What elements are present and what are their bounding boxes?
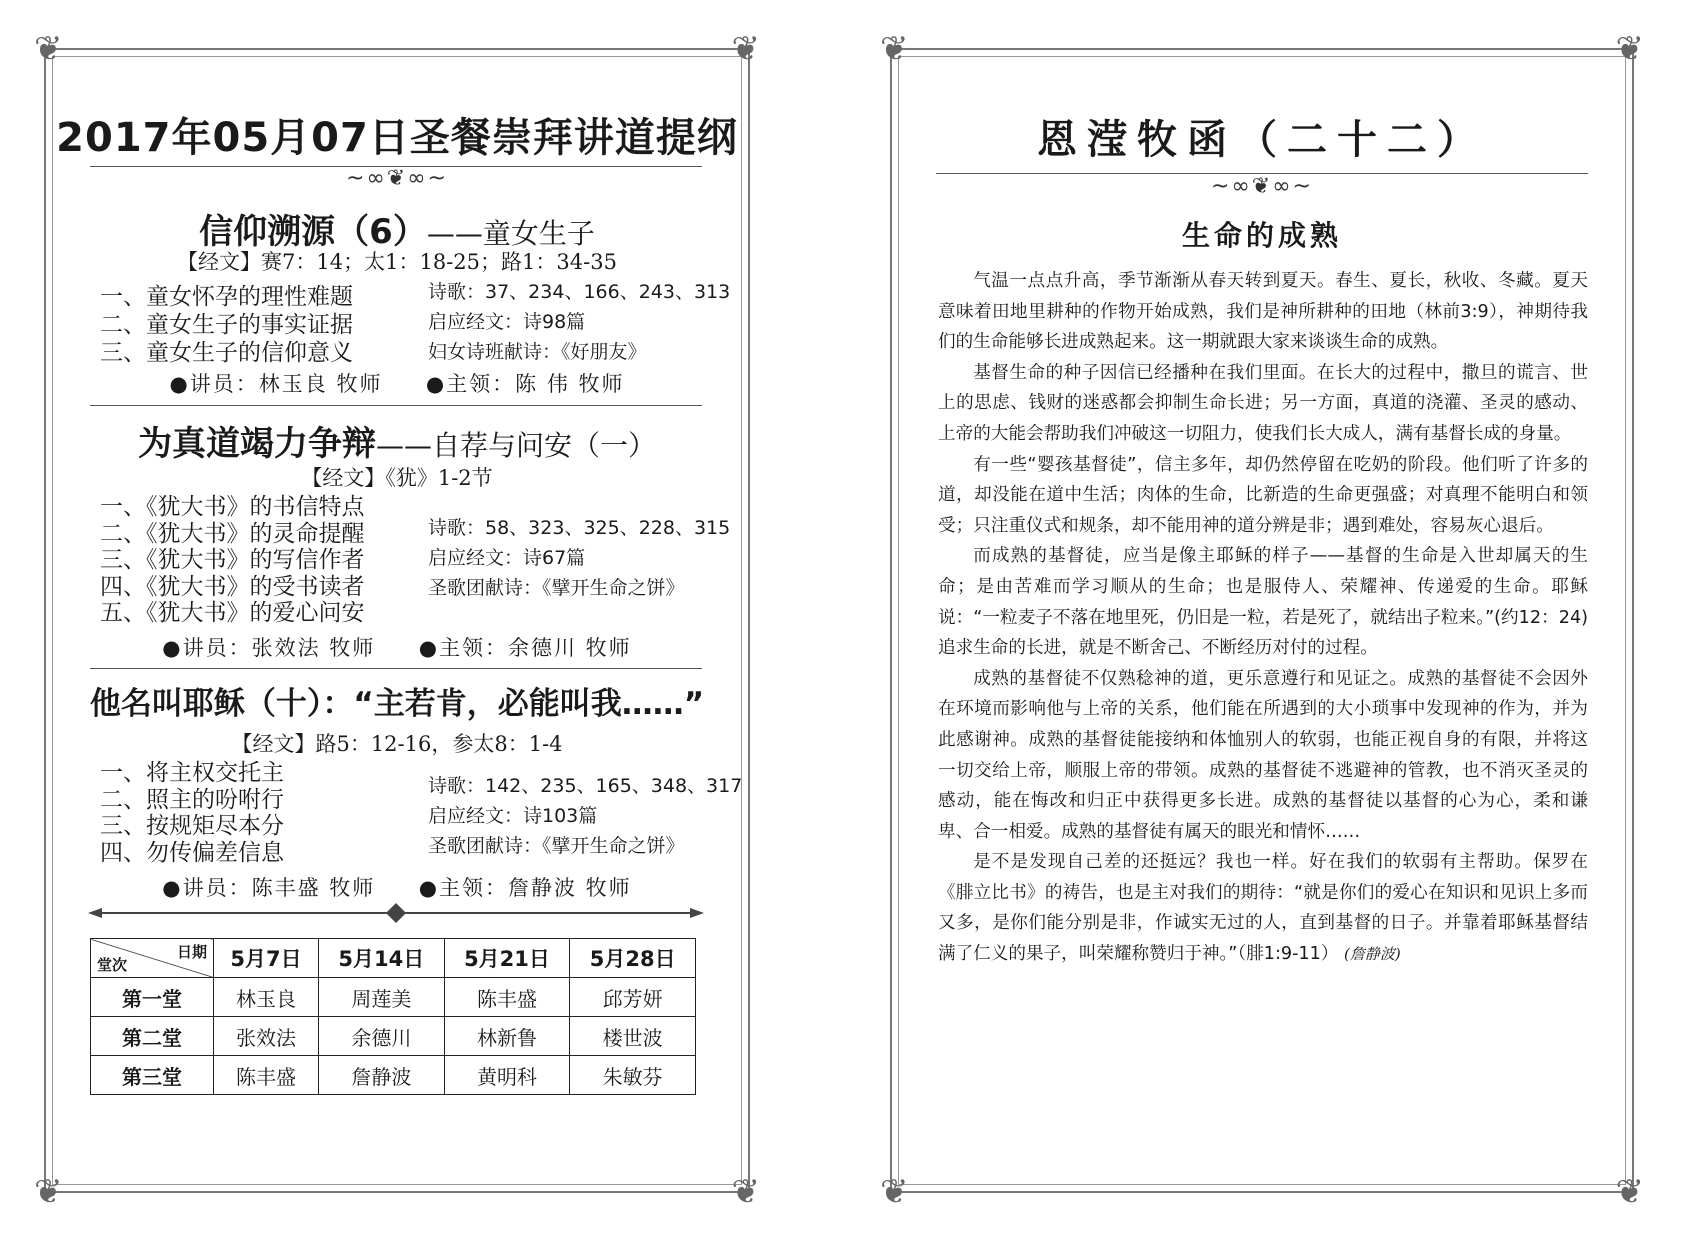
corner-ornament-icon: ❦ <box>731 1172 760 1212</box>
hymns: 诗歌：37、234、166、243、313 <box>428 281 731 303</box>
table-corner-cell: 日期 堂次 <box>91 939 214 978</box>
table-row <box>91 978 696 1017</box>
choir-offering: 圣歌团献诗：《擘开生命之饼》 <box>428 835 685 857</box>
corner-ornament-icon: ❦ <box>34 29 63 69</box>
table-header-row <box>91 939 696 978</box>
date-header: 5月21日 <box>444 939 570 978</box>
paragraph: 气温一点点升高，季节渐渐从春天转到夏天。春生、夏长，秋收、冬藏。夏天意味着田地里耕种的作物开始成熟，我们是神所耕种的田地（林前3:9），神期待我们的生命能够长进成熟起来。这一期就跟大家来谈谈生命的成熟。 <box>938 271 1588 353</box>
leader: ●主领：詹静波 牧师 <box>418 876 632 900</box>
table-cell: 林玉良 <box>214 978 319 1017</box>
speaker: ●讲员：陈丰盛 牧师 <box>162 876 376 900</box>
service-info <box>428 277 730 367</box>
right-panel <box>880 29 1644 1212</box>
table-cell: 陈丰盛 <box>214 1056 319 1095</box>
speaker: ●讲员：张效法 牧师 <box>162 636 376 660</box>
leader: ●主领：余德川 牧师 <box>418 636 632 660</box>
choir-offering: 妇女诗班献诗：《好朋友》 <box>428 341 647 363</box>
hymns: 诗歌：142、235、165、348、317 <box>428 775 743 797</box>
date-header: 5月14日 <box>319 939 445 978</box>
paragraph: 而成熟的基督徒，应当是像主耶稣的样子——基督的生命是入世却属天的生命；是由苦难而学习顺从的生命；也是服侍人、荣耀神、传递爱的生命。耶稣说：“一粒麦子不落在地里死，仍旧是一粒，若是死了，就结出子粒来。”(约12：24)追求生命的长进，就是不断舍己、不断经历对付的过程。 <box>938 546 1588 659</box>
leader: ●主领：陈 伟 牧师 <box>425 372 625 396</box>
article-body <box>938 266 1588 970</box>
table-cell: 周莲美 <box>319 978 445 1017</box>
date-header: 5月7日 <box>214 939 319 978</box>
corner-ornament-icon: ❦ <box>731 29 760 69</box>
list-item: 三、童女生子的信仰意义 <box>100 340 353 366</box>
left-panel <box>34 29 760 1212</box>
paragraph: 基督生命的种子因信已经播种在我们里面。在长大的过程中，撒旦的谎言、世上的思虑、钱财的迷惑都会抑制生命长进；另一方面，真道的浇灌、圣灵的感动、上帝的大能会帮助我们冲破这一切阻力，使我们长大成人，满有基督长成的身量。 <box>938 362 1588 444</box>
corner-ornament-icon: ❦ <box>34 1172 63 1212</box>
page-title: 2017年05月07日圣餐崇拜讲道提纲 <box>56 115 738 161</box>
list-item: 三、按规矩尽本分 <box>100 813 284 839</box>
corner-ornament-icon: ❦ <box>880 1172 909 1212</box>
sermon-title: 信仰溯源（6）——童女生子 <box>199 212 595 252</box>
flourish-ornament-icon: ~∞❦∞~ <box>346 166 448 191</box>
corner-ornament-icon: ❦ <box>1615 1172 1644 1212</box>
session-label: 第二堂 <box>91 1017 214 1056</box>
session-label: 第三堂 <box>91 1056 214 1095</box>
divider <box>90 405 702 406</box>
divider <box>90 668 702 669</box>
table-cell: 邱芳妍 <box>570 978 696 1017</box>
paragraph: 成熟的基督徒不仅熟稔神的道，更乐意遵行和见证之。成熟的基督徒不会因外在环境而影响他与上帝的关系，他们能在所遇到的大小琐事中发现神的作为，并为此感谢神。成熟的基督徒能接纳和体恤别人的软弱，也能正视自身的有限，并将这一切交给上帝，顺服上帝的带领。成熟的基督徒不逃避神的管教，也不消灭圣灵的感动，能在悔改和归正中获得更多长进。成熟的基督徒以基督的心为心，柔和谦卑、合一相爱。成熟的基督徒有属天的眼光和情怀…… <box>938 668 1588 842</box>
scripture-reference: 【经文】《犹》1-2节 <box>301 466 493 490</box>
sermon-title: 为真道竭力争辩——自荐与问安（一） <box>137 424 656 464</box>
date-header: 5月28日 <box>570 939 696 978</box>
list-item: 四、勿传偏差信息 <box>100 839 284 866</box>
hymns: 诗歌：58、323、325、228、315 <box>428 517 731 539</box>
list-item: 一、将主权交托主 <box>100 760 284 786</box>
table-cell: 张效法 <box>214 1017 319 1056</box>
table-cell: 朱敏芬 <box>570 1056 696 1095</box>
author-signature: (詹静波) <box>1344 945 1401 964</box>
flourish-ornament-icon: ~∞❦∞~ <box>1211 174 1313 199</box>
table-cell: 陈丰盛 <box>444 978 570 1017</box>
list-item: 五、《犹大书》的爱心问安 <box>100 600 365 626</box>
paragraph: 有一些“婴孩基督徒”，信主多年，却仍然停留在吃奶的阶段。他们听了许多的道，却没能在道中生活；肉体的生命，比新造的生命更强盛；对真理不能明白和领受；只注重仪式和规条，却不能用神的道分辨是非；遇到难处，容易灰心退后。 <box>938 454 1588 536</box>
list-item: 二、照主的吩咐行 <box>100 786 284 813</box>
responsive-reading: 启应经文：诗98篇 <box>428 311 586 333</box>
speaker: ●讲员：林玉良 牧师 <box>169 372 383 396</box>
table-row <box>91 1017 696 1056</box>
responsive-reading: 启应经文：诗67篇 <box>428 547 586 569</box>
scripture-reference: 【经文】赛7：14；太1：18-25；路1：34-35 <box>177 250 617 274</box>
ministers <box>44 368 750 398</box>
table-cell: 林新鲁 <box>444 1017 570 1056</box>
table-cell: 詹静波 <box>319 1056 445 1095</box>
service-info <box>428 513 730 603</box>
list-item: 二、《犹大书》的灵命提醒 <box>100 520 365 547</box>
letter-title: 恩滢牧函（二十二） <box>1037 116 1487 163</box>
ministers <box>44 632 750 662</box>
sermon-points <box>100 494 365 627</box>
article-title: 生命的成熟 <box>1181 219 1342 252</box>
paragraph: 是不是发现自己差的还挺远？我也一样。好在我们的软弱有主帮助。保罗在《腓立比书》的祷告，也是主对我们的期待：“就是你们的爱心在知识和见识上多而又多，是你们能分别是非，作诚实无过的人，直到基督的日子。并靠着耶稣基督结满了仁义的果子，叫荣耀称赞归于神。”（腓1:9-11） (詹静波) <box>938 852 1588 965</box>
list-item: 三、《犹大书》的写信作者 <box>100 547 365 573</box>
corner-ornament-icon: ❦ <box>1615 29 1644 69</box>
sermon-points <box>100 760 284 866</box>
table-row <box>91 1056 696 1095</box>
arrow-divider-icon <box>88 902 704 924</box>
table-cell: 楼世波 <box>570 1017 696 1056</box>
schedule-table <box>90 938 696 1095</box>
sermon-title: 他名叫耶稣（十）：“主若肯，必能叫我……” <box>89 686 705 722</box>
responsive-reading: 启应经文：诗103篇 <box>428 805 598 827</box>
list-item: 一、《犹大书》的书信特点 <box>100 494 365 520</box>
corner-ornament-icon: ❦ <box>880 29 909 69</box>
choir-offering: 圣歌团献诗：《擘开生命之饼》 <box>428 577 685 599</box>
list-item: 四、《犹大书》的受书读者 <box>100 573 365 600</box>
scripture-reference: 【经文】路5：12-16，参太8：1-4 <box>231 732 563 756</box>
list-item: 一、童女怀孕的理性难题 <box>100 284 353 310</box>
session-label: 第一堂 <box>91 978 214 1017</box>
table-cell: 黄明科 <box>444 1056 570 1095</box>
service-info <box>428 771 742 861</box>
list-item: 二、童女生子的事实证据 <box>100 312 353 338</box>
ministers <box>44 872 750 902</box>
table-cell: 余德川 <box>319 1017 445 1056</box>
sermon-points <box>100 283 353 367</box>
